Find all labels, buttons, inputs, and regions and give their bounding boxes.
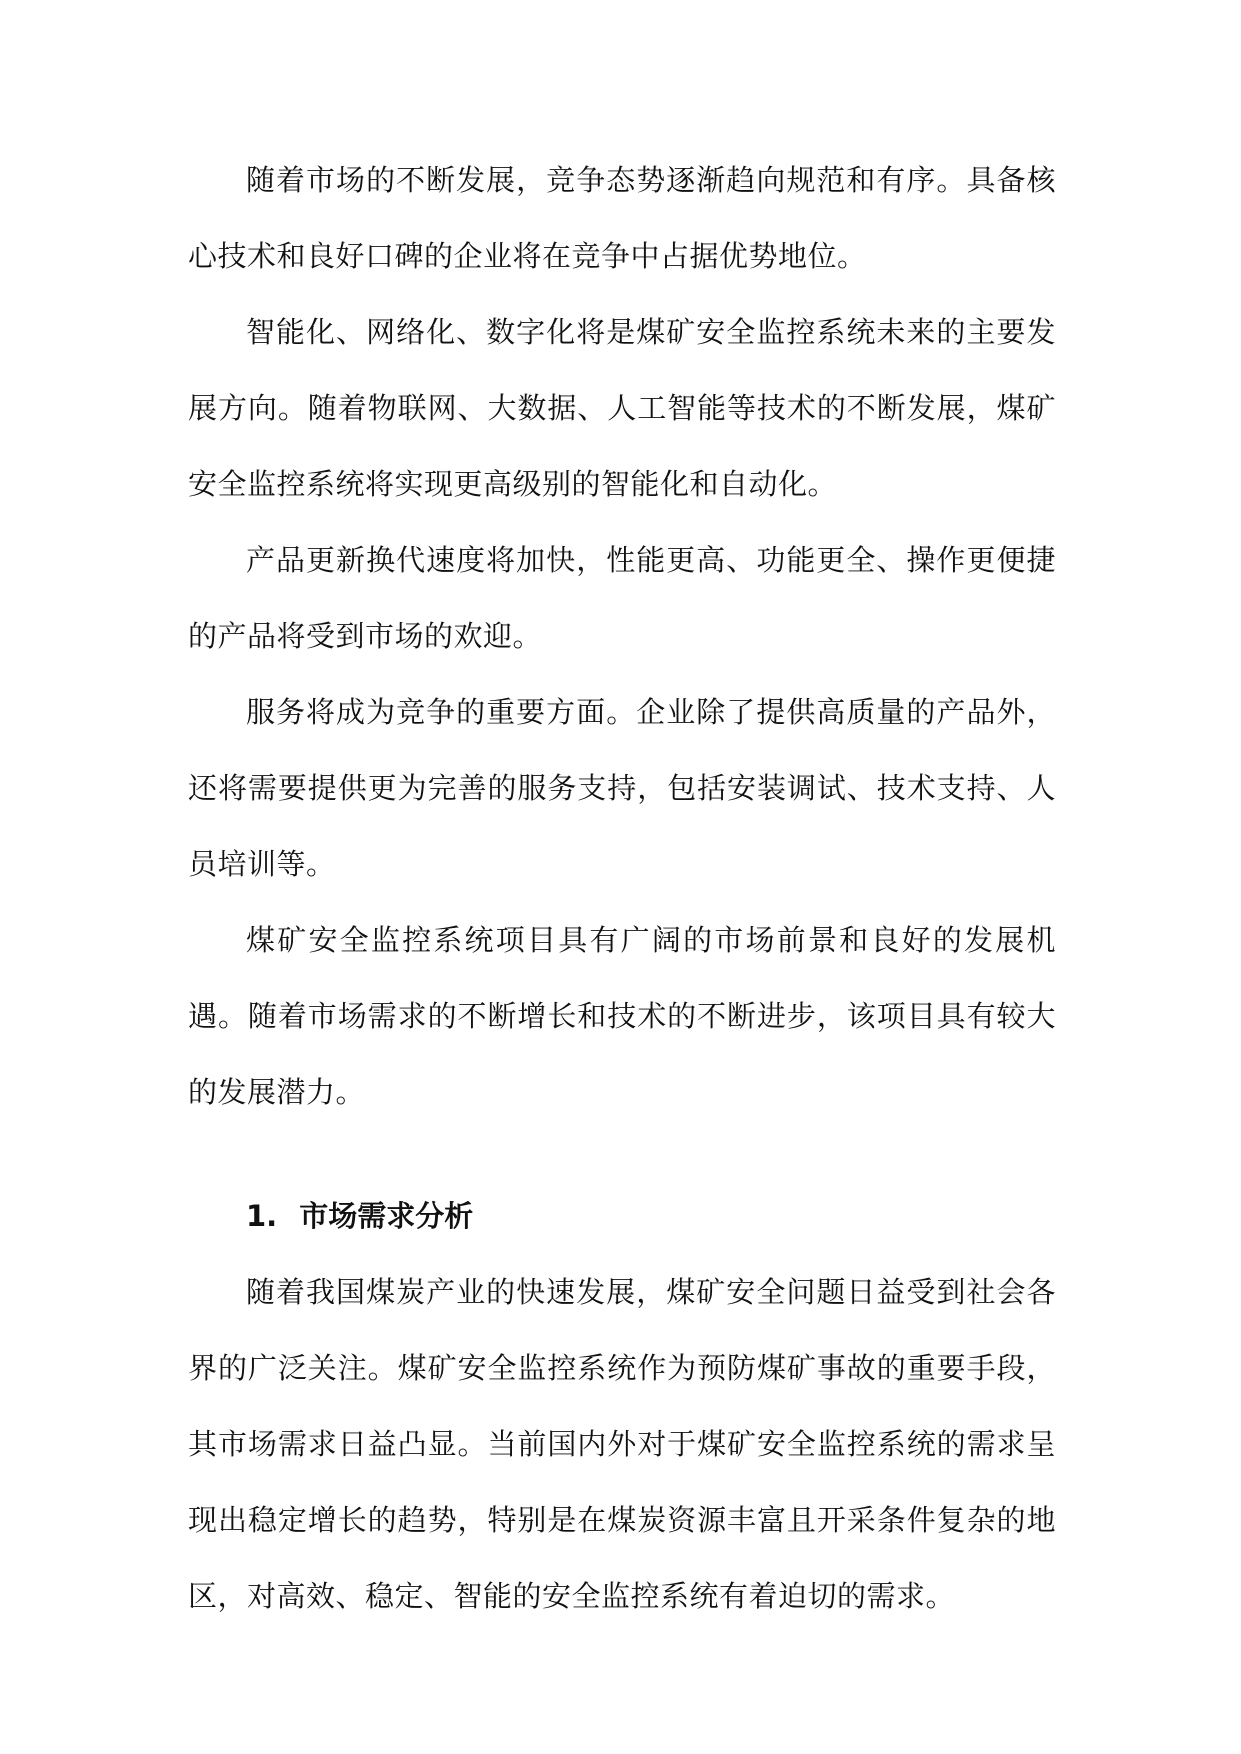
paragraph-service: 服务将成为竞争的重要方面。企业除了提供高质量的产品外，还将需要提供更为完善的服务支持，包括安装调试、技术支持、人员培训等。 [188,695,1056,881]
paragraph-product-upgrade: 产品更新换代速度将加快，性能更高、功能更全、操作更便捷的产品将受到市场的欢迎。 [188,543,1056,653]
paragraph-market-demand: 随着我国煤炭产业的快速发展，煤矿安全问题日益受到社会各界的广泛关注。煤矿安全监控系统作为预防煤矿事故的重要手段，其市场需求日益凸显。当前国内外对于煤矿安全监控系统的需求呈现出稳定增长的趋势，特别是在煤炭资源丰富且开采条件复杂的地区，对高效、稳定、智能的安全监控系统有着迫切的需求。 [188,1275,1056,1613]
section-title: 市场需求分析 [299,1199,474,1233]
paragraph-prospect: 煤矿安全监控系统项目具有广阔的市场前景和良好的发展机遇。随着市场需求的不断增长和技术的不断进步，该项目具有较大的发展潜力。 [188,923,1056,1109]
document-body [188,142,1056,1634]
section-heading [188,1178,1056,1254]
paragraph-competition: 随着市场的不断发展，竞争态势逐渐趋向规范和有序。具备核心技术和良好口碑的企业将在竞争中占据优势地位。 [188,163,1056,273]
section-number: 1. [246,1199,278,1233]
paragraph-trend-intelligence: 智能化、网络化、数字化将是煤矿安全监控系统未来的主要发展方向。随着物联网、大数据、人工智能等技术的不断发展，煤矿安全监控系统将实现更高级别的智能化和自动化。 [188,315,1056,501]
